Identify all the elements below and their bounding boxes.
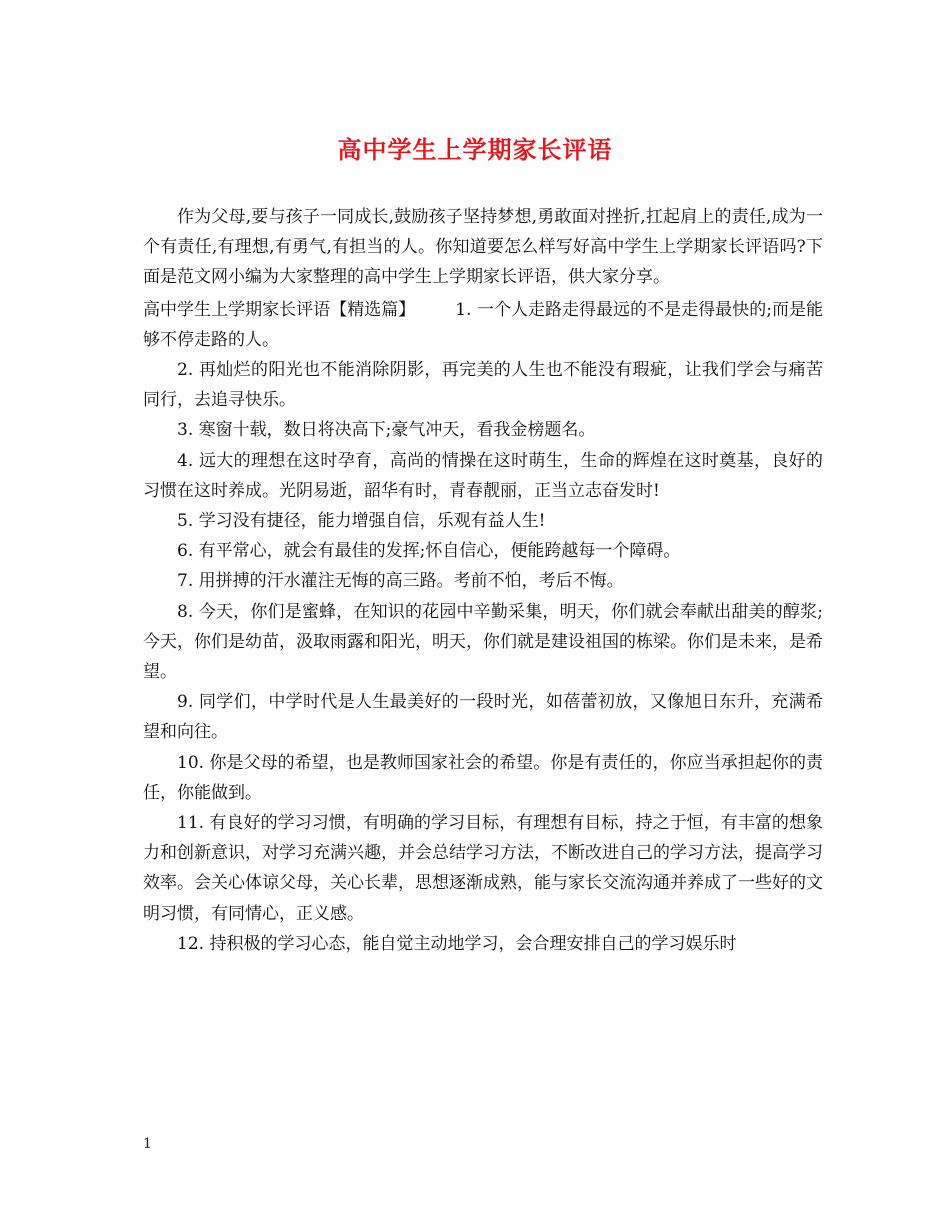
list-item-6: 6. 有平常心，就会有最佳的发挥;怀自信心，便能跨越每一个障碍。: [177, 541, 681, 562]
section-heading: 高中学生上学期家长评语【精选篇】: [143, 299, 416, 320]
list-item-5: 5. 学习没有捷径，能力增强自信，乐观有益人生!: [177, 511, 546, 532]
list-item-1: 1. 一个人走路走得最远的不是走得最快的;而是能够不停走路的人。: [143, 299, 823, 350]
list-item-10: 10. 你是父母的希望，也是教师国家社会的希望。你是有责任的，你应当承担起你的责任，你能做到。: [143, 752, 823, 803]
list-item-12: 12. 持积极的学习心态，能自觉主动地学习，会合理安排自己的学习娱乐时: [177, 933, 737, 954]
document-title: 高中学生上学期家长评语: [337, 135, 613, 164]
list-item-4: 4. 远大的理想在这时孕育，高尚的情操在这时萌生，生命的辉煌在这时奠基，良好的习惯在这时养成。光阴易逝，韶华有时，青春靓丽，正当立志奋发时!: [143, 450, 823, 501]
list-item-9: 9. 同学们，中学时代是人生最美好的一段时光，如蓓蕾初放，又像旭日东升，充满希望和向往。: [143, 692, 823, 743]
list-item-7: 7. 用拼搏的汗水灌注无悔的高三路。考前不怕，考后不悔。: [177, 571, 624, 592]
list-item-3: 3. 寒窗十载，数日将决高下;豪气冲天，看我金榜题名。: [177, 420, 596, 441]
list-item-8: 8. 今天，你们是蜜蜂，在知识的花园中辛勤采集，明天，你们就会奉献出甜美的醇浆;今天，你们是幼苗，汲取雨露和阳光，明天，你们就是建设祖国的栋梁。你们是未来，是希望。: [143, 601, 823, 683]
section-paragraph: [143, 295, 823, 355]
list-item-2: 2. 再灿烂的阳光也不能消除阴影，再完美的人生也不能没有瑕疵，让我们学会与痛苦同行，去追寻快乐。: [143, 360, 823, 411]
list-item-11: 11. 有良好的学习习惯，有明确的学习目标，有理想有目标，持之于恒，有丰富的想象力和创新意识，对学习充满兴趣，并会总结学习方法，不断改进自己的学习方法，提高学习效率。会关心体谅父母，关心长辈，思想逐渐成熟，能与家长交流沟通并养成了一些好的文明习惯，有同情心，正义感。: [143, 813, 823, 924]
document-body: [143, 202, 823, 959]
intro-paragraph: 作为父母,要与孩子一同成长,鼓励孩子坚持梦想,勇敢面对挫折,扛起肩上的责任,成为一个有责任,有理想,有勇气,有担当的人。你知道要怎么样写好高中学生上学期家长评语吗?下面是范文网小编为大家整理的高中学生上学期家长评语，供大家分享。: [143, 207, 823, 288]
page-number: 1: [143, 1136, 152, 1152]
